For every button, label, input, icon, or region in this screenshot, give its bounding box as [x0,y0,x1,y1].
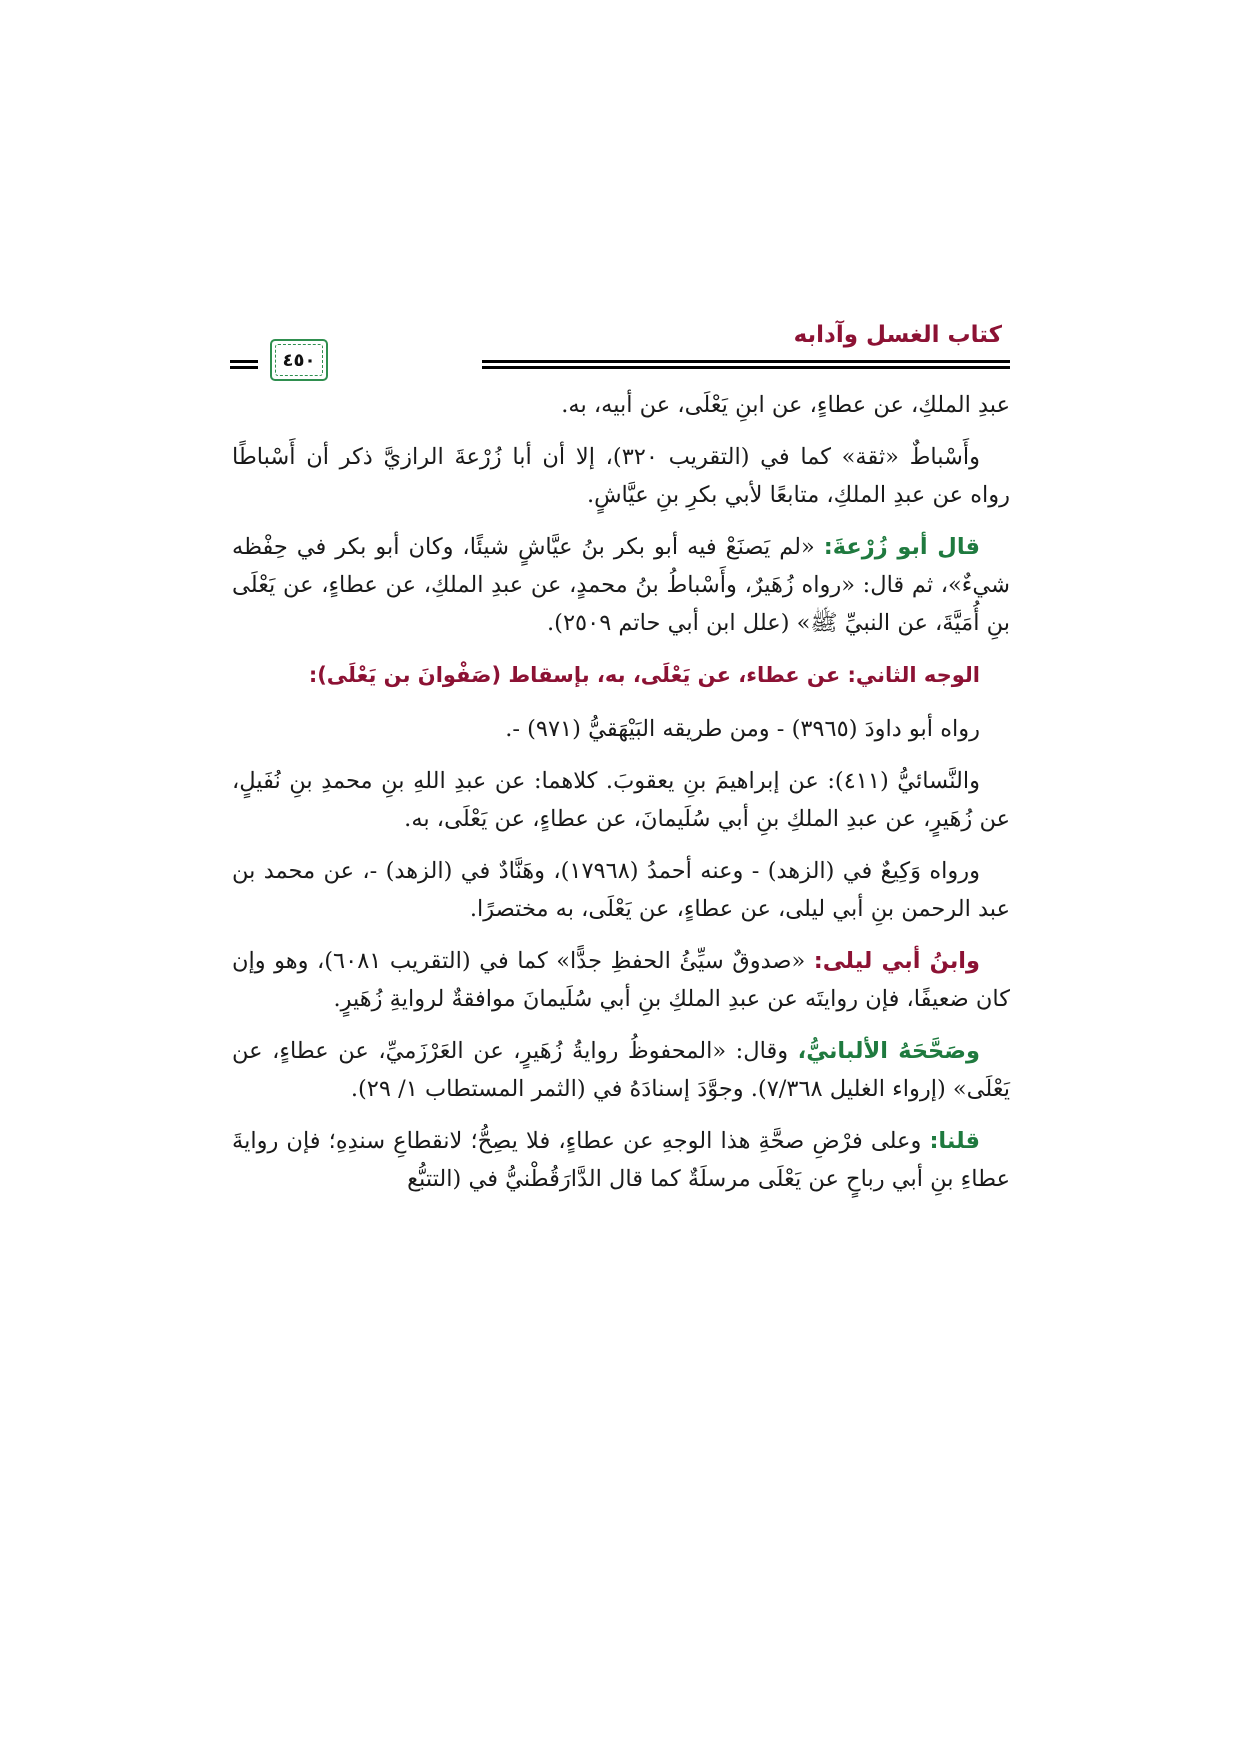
header-rule [482,360,1010,363]
paragraph-text: والنَّسائيُّ (٤١١): عن إبراهيمَ بنِ يعقوبَ. كلاهما: عن عبدِ اللهِ بنِ محمدِ بنِ نُفَيلٍ، عن زُهَيرٍ، عن عبدِ الملكِ بنِ أبي سُلَيمانَ، عن عطاءٍ، عن يَعْلَى، به. [232,768,1010,832]
paragraph-text: وأَسْباطٌ «ثقة» كما في (التقريب ٣٢٠)، إلا أن أبا زُرْعةَ الرازيَّ ذكر أن أَسْباطًا رواه عن عبدِ الملكِ، متابعًا لأبي بكرِ بنِ عيَّاشٍ. [232,444,1010,508]
section-heading: الوجه الثاني: عن عطاء، عن يَعْلَى، به، بإسقاط (صَفْوانَ بن يَعْلَى): [308,663,980,687]
page-header [230,320,1010,392]
paragraph [232,1032,1010,1108]
paragraph [232,1122,1010,1198]
header-rule-left [230,360,258,363]
paragraph-lead: وصَحَّحَهُ الألبانيُّ، [797,1038,981,1064]
paragraph [232,762,1010,838]
page-body [232,386,1010,1212]
paragraph-text: رواه أبو داودَ (٣٩٦٥) - ومن طريقه البَيْهَقيُّ (٩٧١) -. [505,716,980,742]
paragraph [232,852,1010,928]
paragraph [232,710,1010,748]
paragraph [232,386,1010,424]
page-number-badge [270,338,468,382]
paragraph-text: وعلى فرْضِ صحَّةِ هذا الوجهِ عن عطاءٍ، فلا يصِحُّ؛ لانقطاعِ سندِهِ؛ فإن روايةَ عطاءِ بنِ أبي رباحٍ عن يَعْلَى مرسلَةٌ كما قال الدَّارَقُطْنيُّ في (التتبُّع [232,1128,1010,1192]
paragraph [232,942,1010,1018]
paragraph-text: «لم يَصنَعْ فيه أبو بكر بنُ عيَّاشٍ شيئًا، وكان أبو بكر في حِفْظه شيءٌ»، ثم قال: «رواه زُهَيرٌ، وأَسْباطُ بنُ محمدٍ، عن عبدِ الملكِ، عن عطاءٍ، عن يَعْلَى بنِ أُمَيَّةَ، عن النبيِّ ﷺ» (علل ابن أبي حاتم ٢٥٠٩). [232,534,1010,636]
header-rule [482,366,1010,369]
header-rule-left [230,366,258,369]
paragraph [232,438,1010,514]
paragraph-lead: وابنُ أبي ليلى: [813,948,980,974]
page-number: ٤٥٠ [282,349,316,371]
page-number-frame [270,339,328,381]
paragraph-text: وقال: «المحفوظُ روايةُ زُهَيرٍ، عن العَرْزَميِّ، عن عطاءٍ، عن يَعْلَى» (إرواء الغليل ٧/٣٦٨). وجوَّدَ إسنادَهُ في (الثمر المستطاب ١/ ٢٩). [232,1038,1010,1102]
paragraph-text: «صدوقٌ سيِّئُ الحفظِ جدًّا» كما في (التقريب ٦٠٨١)، وهو وإن كان ضعيفًا، فإن روايتَه عن عبدِ الملكِ بنِ أبي سُلَيمانَ موافقةٌ لروايةِ زُهَيرٍ. [232,948,1010,1012]
paragraph-text: ورواه وَكِيعٌ في (الزهد) - وعنه أحمدُ (١٧٩٦٨)، وهَنَّادٌ في (الزهد) -، عن محمد بن عبد الرحمن بنِ أبي ليلى، عن عطاءٍ، عن يَعْلَى، به مختصرًا. [232,858,1010,922]
paragraph-lead: قال أبو زُرْعةَ: [823,534,981,560]
book-title: كتاب الغسل وآدابه [793,322,1002,348]
paragraph-text: عبدِ الملكِ، عن عطاءٍ، عن ابنِ يَعْلَى، عن أبيه، به. [561,392,1010,418]
paragraph [232,528,1010,642]
paragraph-lead: قلنا: [929,1128,980,1154]
